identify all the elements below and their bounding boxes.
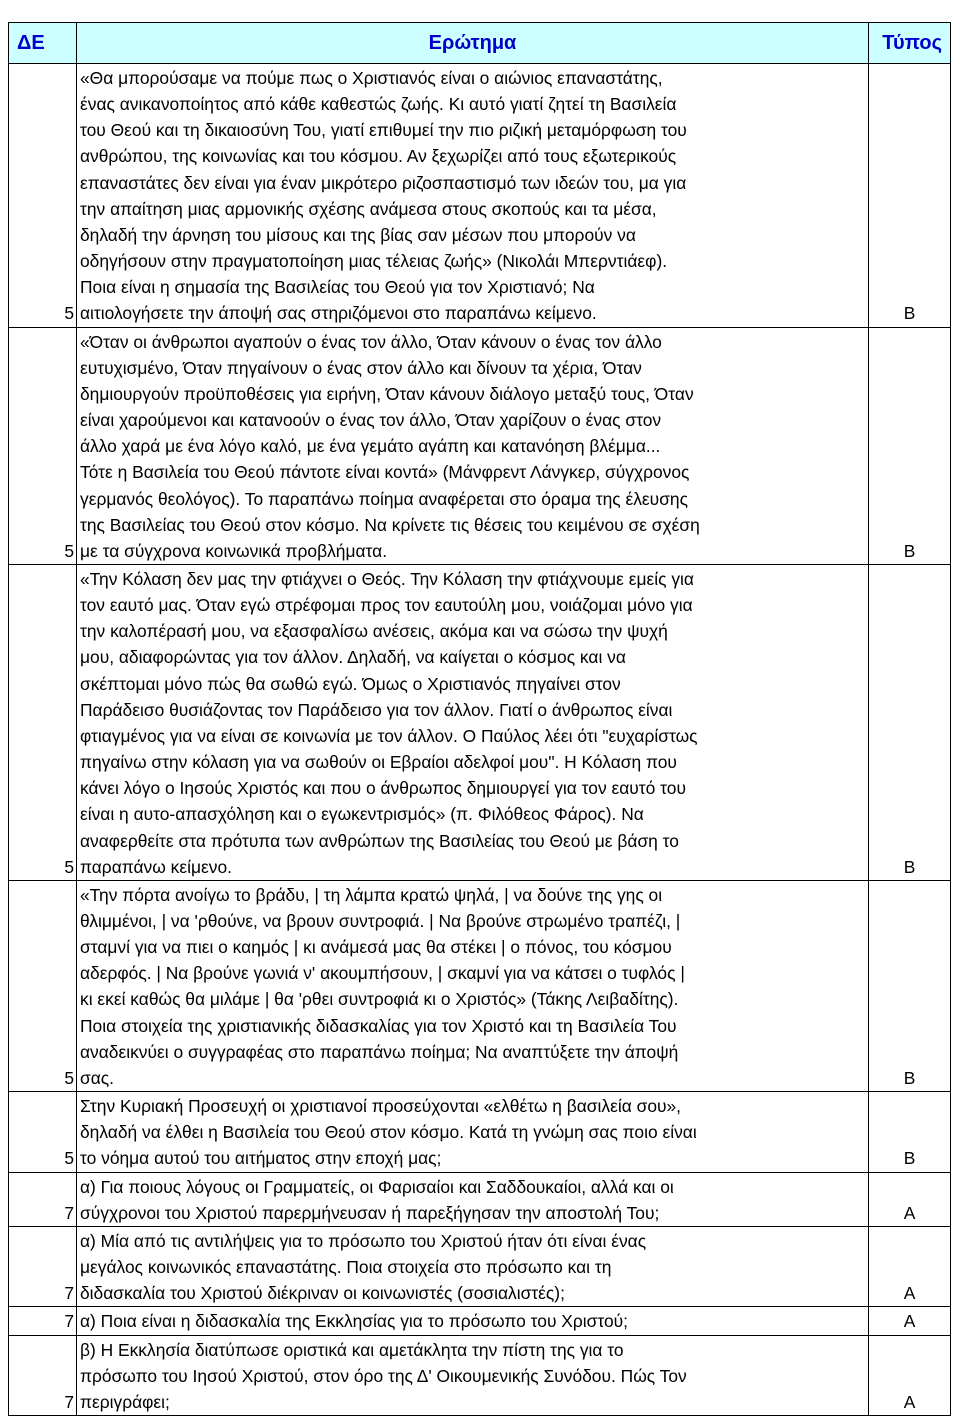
table-row (9, 1335, 951, 1415)
row-type: Β (869, 564, 951, 880)
question-line: α) Μία από τις αντιλήψεις για το πρόσωπο του Χριστού ήταν ότι είναι ένας (80, 1230, 647, 1251)
question-line: «Την πόρτα ανοίγω το βράδυ, | τη λάμπα κρατώ ψηλά, | να δούνε της γης οι (80, 884, 663, 905)
table-row (9, 1092, 951, 1172)
question-line: μεγάλος κοινωνικός επαναστάτης. Ποια στοιχεία στο πρόσωπο και τη (80, 1257, 612, 1278)
question-line: κάνει λόγο ο Ιησούς Χριστός και που ο άνθρωπος δημιουργεί για τον εαυτό του (80, 778, 686, 799)
question-line: ανθρώπου, της κοινωνίας και του κόσμου. Αν ξεχωρίζει από τους εξωτερικούς (80, 146, 677, 167)
question-line: σκέπτομαι μόνο πώς θα σωθώ εγώ. Όμως ο Χριστιανός πηγαίνει στον (80, 673, 621, 694)
question-line: άλλο χαρά με ένα λόγο καλό, με ένα γεμάτο αγάπη και κατανόηση βλέμμα... (80, 436, 661, 457)
question-line: τον εαυτό μας. Όταν εγώ στρέφομαι προς τον εαυτούλη μου, νοιάζομαι μόνο για (80, 595, 693, 616)
question-line: «Την Κόλαση δεν μας την φτιάχνει ο Θεός. Την Κόλαση την φτιάχνουμε εμείς για (80, 568, 694, 589)
row-question (77, 1335, 869, 1415)
table-row (9, 1172, 951, 1226)
question-line: αδερφός. | Να βρούνε γωνιά ν' ακουμπήσουν, | σκαμνί για να κάτσει ο τυφλός | (80, 963, 685, 984)
question-line: «Θα μπορούσαμε να πούμε πως ο Χριστιανός είναι ο αιώνιος επαναστάτης, (80, 68, 663, 88)
question-line: το νόημα αυτού του αιτήματος στην εποχή μας; (80, 1148, 442, 1169)
row-question (77, 1226, 869, 1306)
row-de: 5 (9, 64, 77, 328)
table-row (9, 327, 951, 564)
question-line: φτιαγμένος για να είναι σε κοινωνία με τον άλλον. Ο Παύλος λέει ότι "ευχαρίστως (80, 725, 698, 746)
question-line: α) Ποια είναι η διδασκαλία της Εκκλησίας για το πρόσωπο του Χριστού; (80, 1311, 629, 1332)
question-line: αναδεικνύει ο συγγραφέας στο παραπάνω ποίημα; Να αναπτύξετε την άποψή (80, 1041, 679, 1062)
row-de: 7 (9, 1226, 77, 1306)
question-line: σταμνί για να πιει ο καημός | κι ανάμεσά μας θα στέκει | ο πόνος, του κόσμου (80, 937, 672, 958)
row-type: Α (869, 1226, 951, 1306)
question-line: περιγράφει; (80, 1391, 170, 1412)
question-line: με τα σύγχρονα κοινωνικά προβλήματα. (80, 540, 388, 561)
row-question (77, 327, 869, 564)
row-type: Α (869, 1307, 951, 1335)
question-line: την καλοπέρασή μου, να εξασφαλίσω ανέσεις, ακόμα και να σώσω την ψυχή (80, 621, 668, 642)
question-line: της Βασιλείας του Θεού στον κόσμο. Να κρίνετε τις θέσεις του κειμένου σε σχέση (80, 514, 700, 535)
question-line: δημιουργούν προϋποθέσεις για ειρήνη, Όταν κάνουν διάλογο μεταξύ τους, Όταν (80, 383, 694, 404)
row-question (77, 564, 869, 880)
question-line: σας. (80, 1067, 115, 1088)
question-line: πρόσωπο του Ιησού Χριστού, στον όρο της Δ' Οικουμενικής Συνόδου. Πώς Τον (80, 1365, 687, 1386)
question-line: είναι η αυτο-απασχόληση και ο εγωκεντρισμός» (π. Φιλόθεος Φάρος). Να (80, 804, 644, 825)
question-line: κι εκεί καθώς θα μιλάμε | θα 'ρθει συντροφιά κι ο Χριστός» (Τάκης Λειβαδίτης). (80, 989, 679, 1010)
question-line: γερμανός θεολόγος). Το παραπάνω ποίημα αναφέρεται στο όραμα της έλευσης (80, 488, 688, 509)
table-row (9, 564, 951, 880)
question-line: α) Για ποιους λόγους οι Γραμματείς, οι Φαρισαίοι και Σαδδουκαίοι, αλλά και οι (80, 1176, 674, 1197)
question-line: επαναστάτες δεν είναι για έναν μικρότερο ριζοσπαστισμό των ιδεών του, μα για (80, 172, 687, 193)
table-row (9, 880, 951, 1091)
question-line: Ποια είναι η σημασία της Βασιλείας του Θεού για τον Χριστιανό; Να (80, 277, 595, 298)
header-type: Τύπος (869, 23, 951, 64)
question-line: ευτυχισμένο, Όταν πηγαίνουν ο ένας στον άλλο και δίνουν τα χέρια, Όταν (80, 357, 642, 378)
question-line: παραπάνω κείμενο. (80, 856, 232, 877)
question-line: σύγχρονοι του Χριστού παρερμήνευσαν ή παρεξήγησαν την αποστολή Του; (80, 1202, 660, 1223)
question-line: αιτιολογήσετε την άποψή σας στηριζόμενοι στο παραπάνω κείμενο. (80, 303, 597, 324)
row-de: 5 (9, 880, 77, 1091)
row-de: 7 (9, 1335, 77, 1415)
question-line: την απαίτηση μιας αρμονικής σχέσης ανάμεσα στους σκοπούς και τα μέσα, (80, 198, 657, 219)
question-line: Παράδεισο θυσιάζοντας τον Παράδεισο για τον άλλον. Γιατί ο άνθρωπος είναι (80, 699, 673, 720)
row-question (77, 64, 869, 328)
question-line: είναι χαρούμενοι και κατανοούν ο ένας τον άλλο, Όταν χαρίζουν ο ένας στον (80, 410, 662, 431)
row-de: 5 (9, 327, 77, 564)
row-type: Β (869, 1092, 951, 1172)
table-row (9, 1307, 951, 1335)
question-line: Ποια στοιχεία της χριστιανικής διδασκαλίας για τον Χριστό και τη Βασιλεία Του (80, 1015, 677, 1036)
table-header-row (9, 23, 951, 64)
row-type: Α (869, 1335, 951, 1415)
question-line: πηγαίνω στην κόλαση για να σωθούν οι Εβραίοι αδελφοί μου". Η Κόλαση που (80, 752, 677, 773)
row-question (77, 1307, 869, 1335)
row-de: 5 (9, 1092, 77, 1172)
row-type: Α (869, 1172, 951, 1226)
row-question (77, 1092, 869, 1172)
question-line: του Θεού και τη δικαιοσύνη Του, γιατί επιθυμεί την πιο ριζική μεταμόρφωση του (80, 120, 687, 141)
table-row (9, 64, 951, 328)
question-line: μου, αδιαφορώντας για τον άλλον. Δηλαδή, να καίγεται ο κόσμος και να (80, 647, 626, 668)
question-line: Τότε η Βασιλεία του Θεού πάντοτε είναι κοντά» (Μάνφρεντ Λάνγκερ, σύγχρονος (80, 462, 690, 483)
question-line: διδασκαλία του Χριστού διέκριναν οι κοινωνιστές (σοσιαλιστές); (80, 1283, 565, 1304)
questions-table (8, 22, 951, 1416)
question-line: ένας ανικανοποίητος από κάθε καθεστώς ζωής. Κι αυτό γιατί ζητεί τη Βασιλεία (80, 94, 677, 115)
question-line: δηλαδή την άρνηση του μίσους και της βίας σαν μέσων που μπορούν να (80, 224, 636, 245)
question-line: β) Η Εκκλησία διατύπωσε οριστικά και αμετάκλητα την πίστη της για το (80, 1339, 624, 1360)
row-type: Β (869, 327, 951, 564)
row-type: Β (869, 880, 951, 1091)
header-de: ΔΕ (9, 23, 77, 64)
row-de: 5 (9, 564, 77, 880)
row-de: 7 (9, 1307, 77, 1335)
question-line: δηλαδή να έλθει η Βασιλεία του Θεού στον κόσμο. Κατά τη γνώμη σας ποιο είναι (80, 1122, 697, 1143)
row-question (77, 880, 869, 1091)
question-line: «Όταν οι άνθρωποι αγαπούν ο ένας τον άλλο, Όταν κάνουν ο ένας τον άλλο (80, 331, 662, 352)
question-line: θλιμμένοι, | να 'ρθούνε, να βρουν συντροφιά. | Να βρούνε στρωμένο τραπέζι, | (80, 911, 681, 931)
row-de: 7 (9, 1172, 77, 1226)
header-question: Ερώτημα (77, 23, 869, 64)
row-type: Β (869, 64, 951, 328)
question-line: αναφερθείτε στα πρότυπα των ανθρώπων της Βασιλείας του Θεού με βάση το (80, 830, 679, 851)
row-question (77, 1172, 869, 1226)
table-row (9, 1226, 951, 1306)
question-line: Στην Κυριακή Προσευχή οι χριστιανοί προσεύχονται «ελθέτω η βασιλεία σου», (80, 1096, 682, 1117)
question-line: οδηγήσουν στην πραγματοποίηση μιας τέλειας ζωής» (Νικολάι Μπερντιάεφ). (80, 251, 668, 272)
